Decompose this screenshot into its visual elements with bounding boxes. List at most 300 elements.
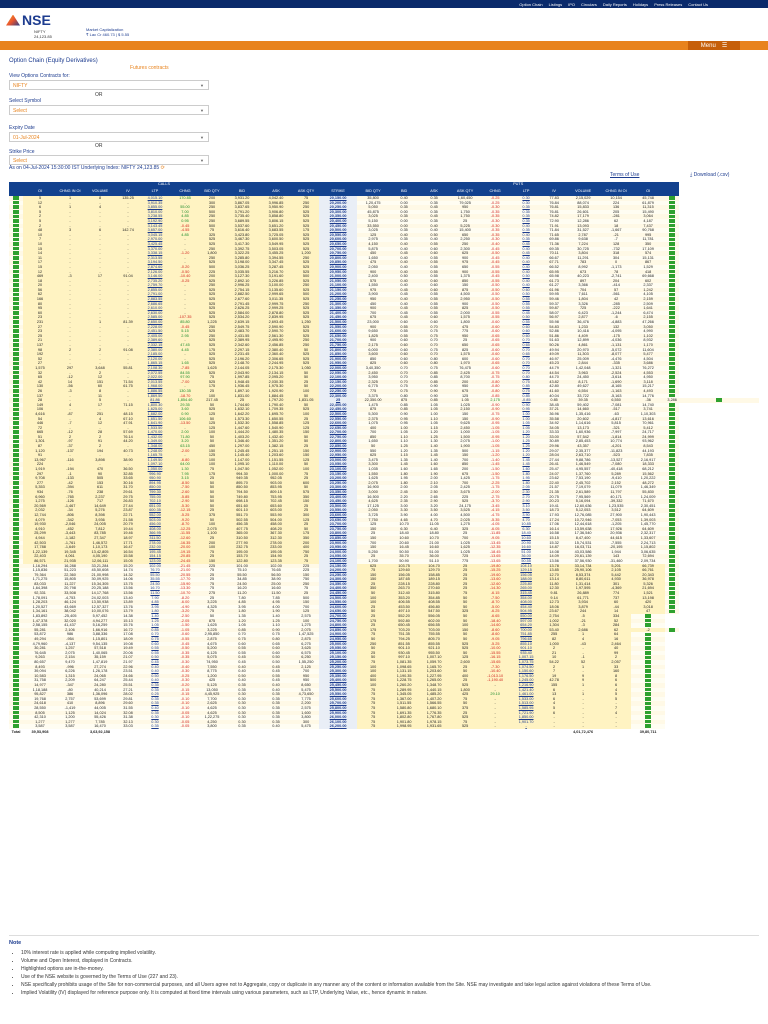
call-cell[interactable]: 0.35 xyxy=(139,697,171,702)
put-cell[interactable]: 0.60 xyxy=(509,329,543,334)
strike-price-cell[interactable]: 21,950.00 xyxy=(319,361,357,366)
strike-price-cell[interactable]: 22,250.00 xyxy=(319,389,357,394)
strike-price-cell[interactable]: 21,850.00 xyxy=(319,352,357,357)
call-cell[interactable]: 408.00 xyxy=(139,527,171,532)
call-cell[interactable]: 123.00 xyxy=(139,559,171,564)
strike-price-cell[interactable]: 20,400.00 xyxy=(319,219,357,224)
call-cell[interactable]: 1,651.50 xyxy=(139,417,171,422)
put-cell[interactable]: 51.00 xyxy=(509,550,543,555)
symbol-select[interactable] xyxy=(9,105,209,115)
strike-price-cell[interactable]: 26,100.00 xyxy=(319,720,357,725)
call-cell[interactable]: 311.50 xyxy=(139,536,171,541)
strike-price-cell[interactable]: 23,350.00 xyxy=(319,490,357,495)
top-nav-item[interactable]: Option Chain xyxy=(519,1,543,7)
put-cell[interactable]: 2.90 xyxy=(509,499,543,504)
call-cell[interactable]: 3,238.55 xyxy=(139,214,171,219)
call-cell[interactable]: 456.00 xyxy=(139,522,171,527)
strike-price-cell[interactable]: 20,300.00 xyxy=(319,210,357,215)
put-cell[interactable]: 0.55 xyxy=(509,302,543,307)
put-cell[interactable]: 454.40 xyxy=(509,605,543,610)
call-cell[interactable]: 1,865.15 xyxy=(139,361,171,366)
put-cell[interactable]: 0.90 xyxy=(509,403,543,408)
strike-price-cell[interactable]: 21,000.00 xyxy=(319,274,357,279)
call-cell[interactable]: 0.55 xyxy=(139,646,171,651)
strike-price-cell[interactable]: 23,850.00 xyxy=(319,536,357,541)
strike-price-cell[interactable]: 25,900.00 xyxy=(319,711,357,716)
strike-price-cell[interactable]: 25,100.00 xyxy=(319,651,357,656)
put-cell[interactable]: 1,533.00 xyxy=(509,697,543,702)
strike-price-cell[interactable]: 21,150.00 xyxy=(319,288,357,293)
strike-price-cell[interactable]: 25,400.00 xyxy=(319,678,357,683)
call-cell[interactable]: 4,015.10 xyxy=(139,196,171,201)
call-cell[interactable]: 0.35 xyxy=(139,701,171,706)
put-cell[interactable]: 0.35 xyxy=(509,228,543,233)
strike-price-cell[interactable]: 21,800.00 xyxy=(319,348,357,353)
call-cell[interactable]: 1,869.50 xyxy=(139,394,171,399)
top-nav-item[interactable]: Circulars xyxy=(581,1,597,7)
put-cell[interactable]: 20.90 xyxy=(509,541,543,546)
call-cell[interactable]: 195.45 xyxy=(139,550,171,555)
refresh-icon[interactable]: ⟳ xyxy=(160,165,165,171)
strike-price-cell[interactable]: 25,300.00 xyxy=(319,669,357,674)
strike-price-cell[interactable]: 22,000.00 xyxy=(319,366,357,371)
strike-price-cell[interactable]: 25,450.00 xyxy=(319,683,357,688)
call-cell[interactable]: 2,874.60 xyxy=(139,265,171,270)
call-cell[interactable]: 1,625.00 xyxy=(139,407,171,412)
put-cell[interactable]: 354.00 xyxy=(509,596,543,601)
strike-price-cell[interactable]: 25,600.00 xyxy=(319,697,357,702)
call-cell[interactable]: 2,585.00 xyxy=(139,315,171,320)
call-cell[interactable]: 24.50 xyxy=(139,582,171,587)
call-cell[interactable]: 4.85 xyxy=(139,600,171,605)
put-cell[interactable]: 0.40 xyxy=(509,279,543,284)
put-cell[interactable]: 104.10 xyxy=(509,564,543,569)
call-cell[interactable]: 1,050.00 xyxy=(139,467,171,472)
strike-price-cell[interactable]: 24,550.00 xyxy=(319,600,357,605)
call-cell[interactable]: 950.90 xyxy=(139,476,171,481)
put-cell[interactable]: 751.85 xyxy=(509,632,543,637)
strike-price-cell[interactable]: 25 xyxy=(319,398,357,403)
strike-price-cell[interactable]: 23,150.00 xyxy=(319,472,357,477)
strike-price-cell[interactable]: 24,250.00 xyxy=(319,573,357,578)
call-cell[interactable]: 552.00 xyxy=(139,513,171,518)
put-cell[interactable]: 901.10 xyxy=(509,646,543,651)
strike-price-cell[interactable]: 21,500.00 xyxy=(319,320,357,325)
call-cell[interactable]: 0.30 xyxy=(139,720,171,725)
call-cell[interactable]: 2,389.60 xyxy=(139,338,171,343)
strike-price-cell[interactable]: 20,550.00 xyxy=(319,233,357,238)
call-cell[interactable]: 2,313.55 xyxy=(139,256,171,261)
put-cell[interactable]: 0.60 xyxy=(509,325,543,330)
put-cell[interactable]: 0.55 xyxy=(509,320,543,325)
put-cell[interactable]: 2.30 xyxy=(509,490,543,495)
call-cell[interactable]: 1,248.00 xyxy=(139,449,171,454)
call-cell[interactable]: 2,072.55 xyxy=(139,371,171,376)
strike-price-cell[interactable]: 22,450.00 xyxy=(319,407,357,412)
strike-price-cell[interactable]: 25,000.00 xyxy=(319,642,357,647)
put-cell[interactable]: 1,513.00 xyxy=(509,701,543,706)
put-cell[interactable]: 1,721.90 xyxy=(509,711,543,716)
call-cell[interactable]: 1,886.55 xyxy=(139,389,171,394)
call-cell[interactable]: 3,370.00 xyxy=(139,247,171,252)
call-cell[interactable]: 154.15 xyxy=(139,554,171,559)
put-cell[interactable]: 0.65 xyxy=(509,343,543,348)
call-cell[interactable]: 3,146.00 xyxy=(139,274,171,279)
call-cell[interactable]: 1,149.50 xyxy=(139,458,171,463)
call-cell[interactable]: 0.50 xyxy=(139,674,171,679)
call-cell[interactable]: 232.00 xyxy=(139,545,171,550)
put-cell[interactable]: 225.80 xyxy=(509,582,543,587)
strike-price-cell[interactable]: 20,600.00 xyxy=(319,237,357,242)
call-cell[interactable]: 16.70 xyxy=(139,586,171,591)
put-cell[interactable]: 0.85 xyxy=(509,384,543,389)
put-cell[interactable]: 0.40 xyxy=(509,270,543,275)
strike-price-cell[interactable]: 22,400.00 xyxy=(319,403,357,408)
put-cell[interactable]: 796.65 xyxy=(509,637,543,642)
strike-price-cell[interactable]: 20,450.00 xyxy=(319,224,357,229)
strike-price-cell[interactable]: 25,200.00 xyxy=(319,660,357,665)
put-cell[interactable]: 0.35 xyxy=(509,237,543,242)
put-cell[interactable]: 315.45 xyxy=(509,591,543,596)
call-cell[interactable]: 2,970.00 xyxy=(139,237,171,242)
call-cell[interactable]: 0.35 xyxy=(139,711,171,716)
call-cell[interactable]: 0.55 xyxy=(139,651,171,656)
put-cell[interactable]: 654.20 xyxy=(509,623,543,628)
strike-price-cell[interactable]: 21,450.00 xyxy=(319,315,357,320)
strike-price-cell[interactable]: 23,500.00 xyxy=(319,504,357,509)
strike-price-cell[interactable]: 25,050.00 xyxy=(319,646,357,651)
strike-price-cell[interactable]: 21,100.00 xyxy=(319,283,357,288)
strike-price-cell[interactable]: 22,100.00 xyxy=(319,375,357,380)
strike-price-cell[interactable]: 24,900.00 xyxy=(319,632,357,637)
put-cell[interactable]: 0.65 xyxy=(509,352,543,357)
strike-price-cell[interactable]: 23,300.00 xyxy=(319,485,357,490)
put-cell[interactable]: 0.30 xyxy=(509,201,543,206)
put-cell[interactable]: 1.20 xyxy=(509,453,543,458)
put-cell[interactable]: 0.70 xyxy=(509,361,543,366)
put-cell[interactable]: 0.95 xyxy=(509,407,543,412)
strike-price-cell[interactable]: 22,750.00 xyxy=(319,435,357,440)
put-cell[interactable]: 265.00 xyxy=(509,586,543,591)
put-chart-icon[interactable] xyxy=(665,609,679,614)
put-cell[interactable]: 0.70 xyxy=(509,371,543,376)
put-cell[interactable]: 50.55 xyxy=(509,559,543,564)
put-cell[interactable]: 855.10 xyxy=(509,642,543,647)
put-cell[interactable]: 0.40 xyxy=(509,260,543,265)
top-nav-item[interactable]: Press Releases xyxy=(654,1,683,7)
put-cell[interactable]: 36.00 xyxy=(509,554,543,559)
call-cell[interactable]: 2,108.30 xyxy=(139,366,171,371)
put-cell[interactable]: 0.35 xyxy=(509,214,543,219)
put-cell[interactable]: 18.40 xyxy=(509,531,543,536)
strike-price-cell[interactable]: 24,100.00 xyxy=(319,559,357,564)
call-cell[interactable]: 1,641.90 xyxy=(139,421,171,426)
strike-price-cell[interactable]: 21,750.00 xyxy=(319,343,357,348)
put-cell[interactable]: 4.70 xyxy=(509,518,543,523)
strike-price-cell[interactable]: 24,450.00 xyxy=(319,591,357,596)
call-cell[interactable]: 3,810.00 xyxy=(139,210,171,215)
strike-price-cell[interactable]: 23,400.00 xyxy=(319,495,357,500)
call-cell[interactable]: 1,682.00 xyxy=(139,412,171,417)
call-cell[interactable]: 1,800.30 xyxy=(139,403,171,408)
call-cell[interactable]: 996.90 xyxy=(139,472,171,477)
call-cell[interactable]: 1,533.50 xyxy=(139,426,171,431)
call-cell[interactable]: 0.25 xyxy=(139,692,171,697)
call-cell[interactable]: 0.40 xyxy=(139,706,171,711)
strike-price-cell[interactable]: 24,800.00 xyxy=(319,623,357,628)
call-cell[interactable]: 1,349.00 xyxy=(139,439,171,444)
strike-price-cell[interactable]: 21,550.00 xyxy=(319,325,357,330)
strike-price-cell[interactable]: 20,500.00 xyxy=(319,228,357,233)
put-cell[interactable]: 700.00 xyxy=(509,628,543,633)
put-cell[interactable]: - xyxy=(509,724,543,729)
put-cell[interactable]: 1,007.15 xyxy=(509,655,543,660)
strike-price-cell[interactable]: 20,950.00 xyxy=(319,270,357,275)
strike-price-cell[interactable]: 22,950.00 xyxy=(319,453,357,458)
call-cell[interactable]: 3,192.90 xyxy=(139,219,171,224)
put-cell[interactable]: 1,245.00 xyxy=(509,678,543,683)
put-cell[interactable]: 408.00 xyxy=(509,600,543,605)
put-cell[interactable]: 0.40 xyxy=(509,283,543,288)
strike-price-cell[interactable]: 24,200.00 xyxy=(319,568,357,573)
put-cell[interactable]: 550.00 xyxy=(509,614,543,619)
put-cell[interactable]: 935.40 xyxy=(509,651,543,656)
put-cell[interactable]: 2.05 xyxy=(509,485,543,490)
strike-price-cell[interactable]: 22,600.00 xyxy=(319,421,357,426)
strike-price-cell[interactable]: 22,800.00 xyxy=(319,439,357,444)
put-cell[interactable]: 0.30 xyxy=(509,196,543,201)
put-cell[interactable]: 0.45 xyxy=(509,311,543,316)
strike-price-cell[interactable]: 23,450.00 xyxy=(319,499,357,504)
call-cell[interactable]: 1.80 xyxy=(139,609,171,614)
strike-price-cell[interactable]: 23,250.00 xyxy=(319,481,357,486)
call-cell[interactable]: 755.00 xyxy=(139,495,171,500)
put-cell[interactable]: 1,176.50 xyxy=(509,674,543,679)
call-cell[interactable]: 0.40 xyxy=(139,665,171,670)
strike-price-cell[interactable]: 24,850.00 xyxy=(319,628,357,633)
put-cell[interactable]: 0.55 xyxy=(509,297,543,302)
call-cell[interactable]: 81.86 xyxy=(139,398,171,403)
strike-price-cell[interactable]: 22,200.00 xyxy=(319,384,357,389)
call-cell[interactable]: 799.30 xyxy=(139,490,171,495)
strike-price-cell[interactable]: 22,500.00 xyxy=(319,412,357,417)
put-cell[interactable]: 0.35 xyxy=(509,210,543,215)
expiry-select[interactable] xyxy=(9,132,209,142)
put-cell[interactable]: 0.50 xyxy=(509,292,543,297)
call-cell[interactable]: 7.90 xyxy=(139,596,171,601)
call-cell[interactable]: 3,045.15 xyxy=(139,233,171,238)
call-cell[interactable]: 3.95 xyxy=(139,605,171,610)
put-cell[interactable]: 1.20 xyxy=(509,449,543,454)
top-nav-item[interactable]: Holidays xyxy=(632,1,649,7)
strike-price-cell[interactable]: 24,600.00 xyxy=(319,605,357,610)
strike-price-cell[interactable]: 20,750.00 xyxy=(319,251,357,256)
strike-price-cell[interactable]: 22,850.00 xyxy=(319,444,357,449)
put-cell[interactable]: 1,150.60 xyxy=(509,669,543,674)
put-cell[interactable]: 0.70 xyxy=(509,348,543,353)
call-cell[interactable]: 1,348.00 xyxy=(139,444,171,449)
strike-price-cell[interactable]: 25,700.00 xyxy=(319,701,357,706)
strike-price-cell[interactable]: 22,900.00 xyxy=(319,449,357,454)
strike-price-cell[interactable]: 24,350.00 xyxy=(319,582,357,587)
strike-price-cell[interactable]: 24,150.00 xyxy=(319,564,357,569)
strike-price-cell[interactable]: 20,350.00 xyxy=(319,214,357,219)
put-cell[interactable]: 1.25 xyxy=(509,444,543,449)
top-nav-item[interactable]: IPO xyxy=(568,1,576,7)
menu-button[interactable] xyxy=(688,41,740,50)
put-cell[interactable]: 1.00 xyxy=(509,412,543,417)
strike-price-cell[interactable]: 20,850.00 xyxy=(319,260,357,265)
strike-price-cell[interactable]: 26,200.00 xyxy=(319,724,357,729)
call-cell[interactable]: 0.30 xyxy=(139,715,171,720)
put-cell[interactable]: 0.80 xyxy=(509,375,543,380)
strike-price-cell[interactable]: 23,950.00 xyxy=(319,545,357,550)
strike-price-cell[interactable]: 22,300.00 xyxy=(319,394,357,399)
call-cell[interactable]: 3,855.00 xyxy=(139,205,171,210)
put-cell[interactable]: 1.05 xyxy=(509,426,543,431)
strike-price-cell[interactable]: 26,000.00 xyxy=(319,715,357,720)
put-cell[interactable]: 1.80 xyxy=(509,472,543,477)
strike-price-cell[interactable]: 22,550.00 xyxy=(319,417,357,422)
terms-of-use-link[interactable]: Terms of Use xyxy=(610,172,640,178)
put-cell[interactable]: 2.70 xyxy=(509,495,543,500)
call-cell[interactable]: 3,143.45 xyxy=(139,224,171,229)
put-cell[interactable]: 0.50 xyxy=(509,274,543,279)
strike-price-cell[interactable]: 25,550.00 xyxy=(319,692,357,697)
strike-price-cell[interactable]: 23,100.00 xyxy=(319,467,357,472)
call-cell[interactable]: 76.70 xyxy=(139,568,171,573)
call-cell[interactable]: 0.35 xyxy=(139,724,171,729)
put-cell[interactable]: 1,073.75 xyxy=(509,660,543,665)
put-cell[interactable]: 1.45 xyxy=(509,458,543,463)
put-cell[interactable]: 3.90 xyxy=(509,513,543,518)
strike-price-cell[interactable]: 24,300.00 xyxy=(319,577,357,582)
put-cell[interactable]: 0.40 xyxy=(509,247,543,252)
call-cell[interactable]: 2,228.00 xyxy=(139,325,171,330)
put-cell[interactable]: 0.55 xyxy=(509,306,543,311)
call-cell[interactable]: 2,735.20 xyxy=(139,279,171,284)
call-cell[interactable]: 2,405.00 xyxy=(139,334,171,339)
strike-price-cell[interactable]: 23,900.00 xyxy=(319,541,357,546)
strike-price-cell[interactable]: 22,700.00 xyxy=(319,430,357,435)
call-cell[interactable]: 0.85 xyxy=(139,628,171,633)
call-cell[interactable]: 55.50 xyxy=(139,573,171,578)
strike-price-cell[interactable]: 21,600.00 xyxy=(319,329,357,334)
strike-price-cell[interactable]: 21,400.00 xyxy=(319,311,357,316)
call-cell[interactable]: 0.40 xyxy=(139,669,171,674)
strike-select[interactable] xyxy=(9,155,209,165)
call-cell[interactable]: 0.35 xyxy=(139,688,171,693)
put-cell[interactable]: 0.85 xyxy=(509,394,543,399)
underlying-select[interactable] xyxy=(9,80,209,90)
put-cell[interactable]: 0.70 xyxy=(509,338,543,343)
call-cell[interactable]: 2,759.70 xyxy=(139,283,171,288)
put-cell[interactable]: 504.95 xyxy=(509,609,543,614)
strike-price-cell[interactable]: 23,200.00 xyxy=(319,476,357,481)
put-cell[interactable]: 0.70 xyxy=(509,366,543,371)
call-cell[interactable]: 0.50 xyxy=(139,655,171,660)
call-cell[interactable]: 2,013.55 xyxy=(139,380,171,385)
call-cell[interactable]: 0.75 xyxy=(139,637,171,642)
call-cell[interactable]: 1.05 xyxy=(139,623,171,628)
put-cell[interactable]: 0.40 xyxy=(509,233,543,238)
put-cell[interactable]: 0.35 xyxy=(509,219,543,224)
put-cell[interactable]: 3.10 xyxy=(509,504,543,509)
put-cell[interactable]: 0.60 xyxy=(509,288,543,293)
call-cell[interactable]: 850.00 xyxy=(139,485,171,490)
top-nav-item[interactable]: Listings xyxy=(548,1,563,7)
put-cell[interactable]: 1.20 xyxy=(509,435,543,440)
call-cell[interactable]: 1,470.00 xyxy=(139,430,171,435)
strike-price-cell[interactable]: 21,700.00 xyxy=(319,338,357,343)
put-cell[interactable]: 1.95 xyxy=(509,476,543,481)
nse-logo[interactable] xyxy=(6,12,51,28)
put-cell[interactable]: 0.75 xyxy=(509,389,543,394)
call-cell[interactable]: 2,022.00 xyxy=(139,375,171,380)
strike-price-cell[interactable]: 22,150.00 xyxy=(319,380,357,385)
strike-price-cell[interactable]: 24,700.00 xyxy=(319,614,357,619)
strike-price-cell[interactable]: 23,800.00 xyxy=(319,531,357,536)
call-cell[interactable]: 366.95 xyxy=(139,531,171,536)
strike-price-cell[interactable]: 21,050.00 xyxy=(319,279,357,284)
put-cell[interactable]: 1.25 xyxy=(509,439,543,444)
put-cell[interactable]: 1.45 xyxy=(509,462,543,467)
call-cell[interactable]: 1.40 xyxy=(139,614,171,619)
put-cell[interactable]: 1.05 xyxy=(509,421,543,426)
strike-price-cell[interactable]: 22,050.00 xyxy=(319,371,357,376)
call-cell[interactable]: 3,425.45 xyxy=(139,242,171,247)
put-cell[interactable]: 0.70 xyxy=(509,357,543,362)
download-csv-link[interactable] xyxy=(690,172,729,178)
call-cell[interactable]: 3,338.15 xyxy=(139,251,171,256)
strike-price-cell[interactable]: 23,000.00 xyxy=(319,458,357,463)
strike-price-cell[interactable]: 25,150.00 xyxy=(319,655,357,660)
put-cell[interactable]: 1,461.00 xyxy=(509,692,543,697)
call-cell[interactable]: 1,165.75 xyxy=(139,453,171,458)
top-nav-item[interactable]: Daily Reports xyxy=(602,1,627,7)
call-cell[interactable]: 0.45 xyxy=(139,660,171,665)
call-cell[interactable]: 2,332.15 xyxy=(139,343,171,348)
call-cell[interactable]: 2,120.00 xyxy=(139,357,171,362)
call-cell[interactable]: 2,883.55 xyxy=(139,297,171,302)
strike-price-cell[interactable]: 24,050.00 xyxy=(319,554,357,559)
put-cell[interactable]: 0.45 xyxy=(509,242,543,247)
call-cell[interactable]: 2,686.65 xyxy=(139,302,171,307)
call-cell[interactable]: 2,451.50 xyxy=(139,329,171,334)
strike-price-cell[interactable]: 22,650.00 xyxy=(319,426,357,431)
strike-price-cell[interactable]: 21,300.00 xyxy=(319,302,357,307)
strike-price-cell[interactable]: 21,350.00 xyxy=(319,306,357,311)
call-cell[interactable]: 2,855.00 xyxy=(139,288,171,293)
strike-price-cell[interactable]: 20,900.00 xyxy=(319,265,357,270)
call-cell[interactable]: 651.00 xyxy=(139,504,171,509)
call-cell[interactable]: 3,657.00 xyxy=(139,228,171,233)
strike-price-cell[interactable]: 23,700.00 xyxy=(319,522,357,527)
put-cell[interactable]: 1.60 xyxy=(509,467,543,472)
call-cell[interactable]: 1,097.10 xyxy=(139,462,171,467)
put-cell[interactable]: 1.80 xyxy=(509,481,543,486)
call-cell[interactable]: 0.40 xyxy=(139,678,171,683)
call-cell[interactable]: 0.35 xyxy=(139,683,171,688)
put-cell[interactable]: 129.15 xyxy=(509,568,543,573)
strike-price-cell[interactable]: 24,950.00 xyxy=(319,637,357,642)
put-cell[interactable]: 3.50 xyxy=(509,508,543,513)
call-cell[interactable]: 3,910.35 xyxy=(139,201,171,206)
strike-price-cell[interactable]: 20,650.00 xyxy=(319,242,357,247)
strike-price-cell[interactable]: 25,500.00 xyxy=(319,688,357,693)
put-chart-icon[interactable] xyxy=(665,628,679,633)
put-cell[interactable]: 1.00 xyxy=(509,417,543,422)
